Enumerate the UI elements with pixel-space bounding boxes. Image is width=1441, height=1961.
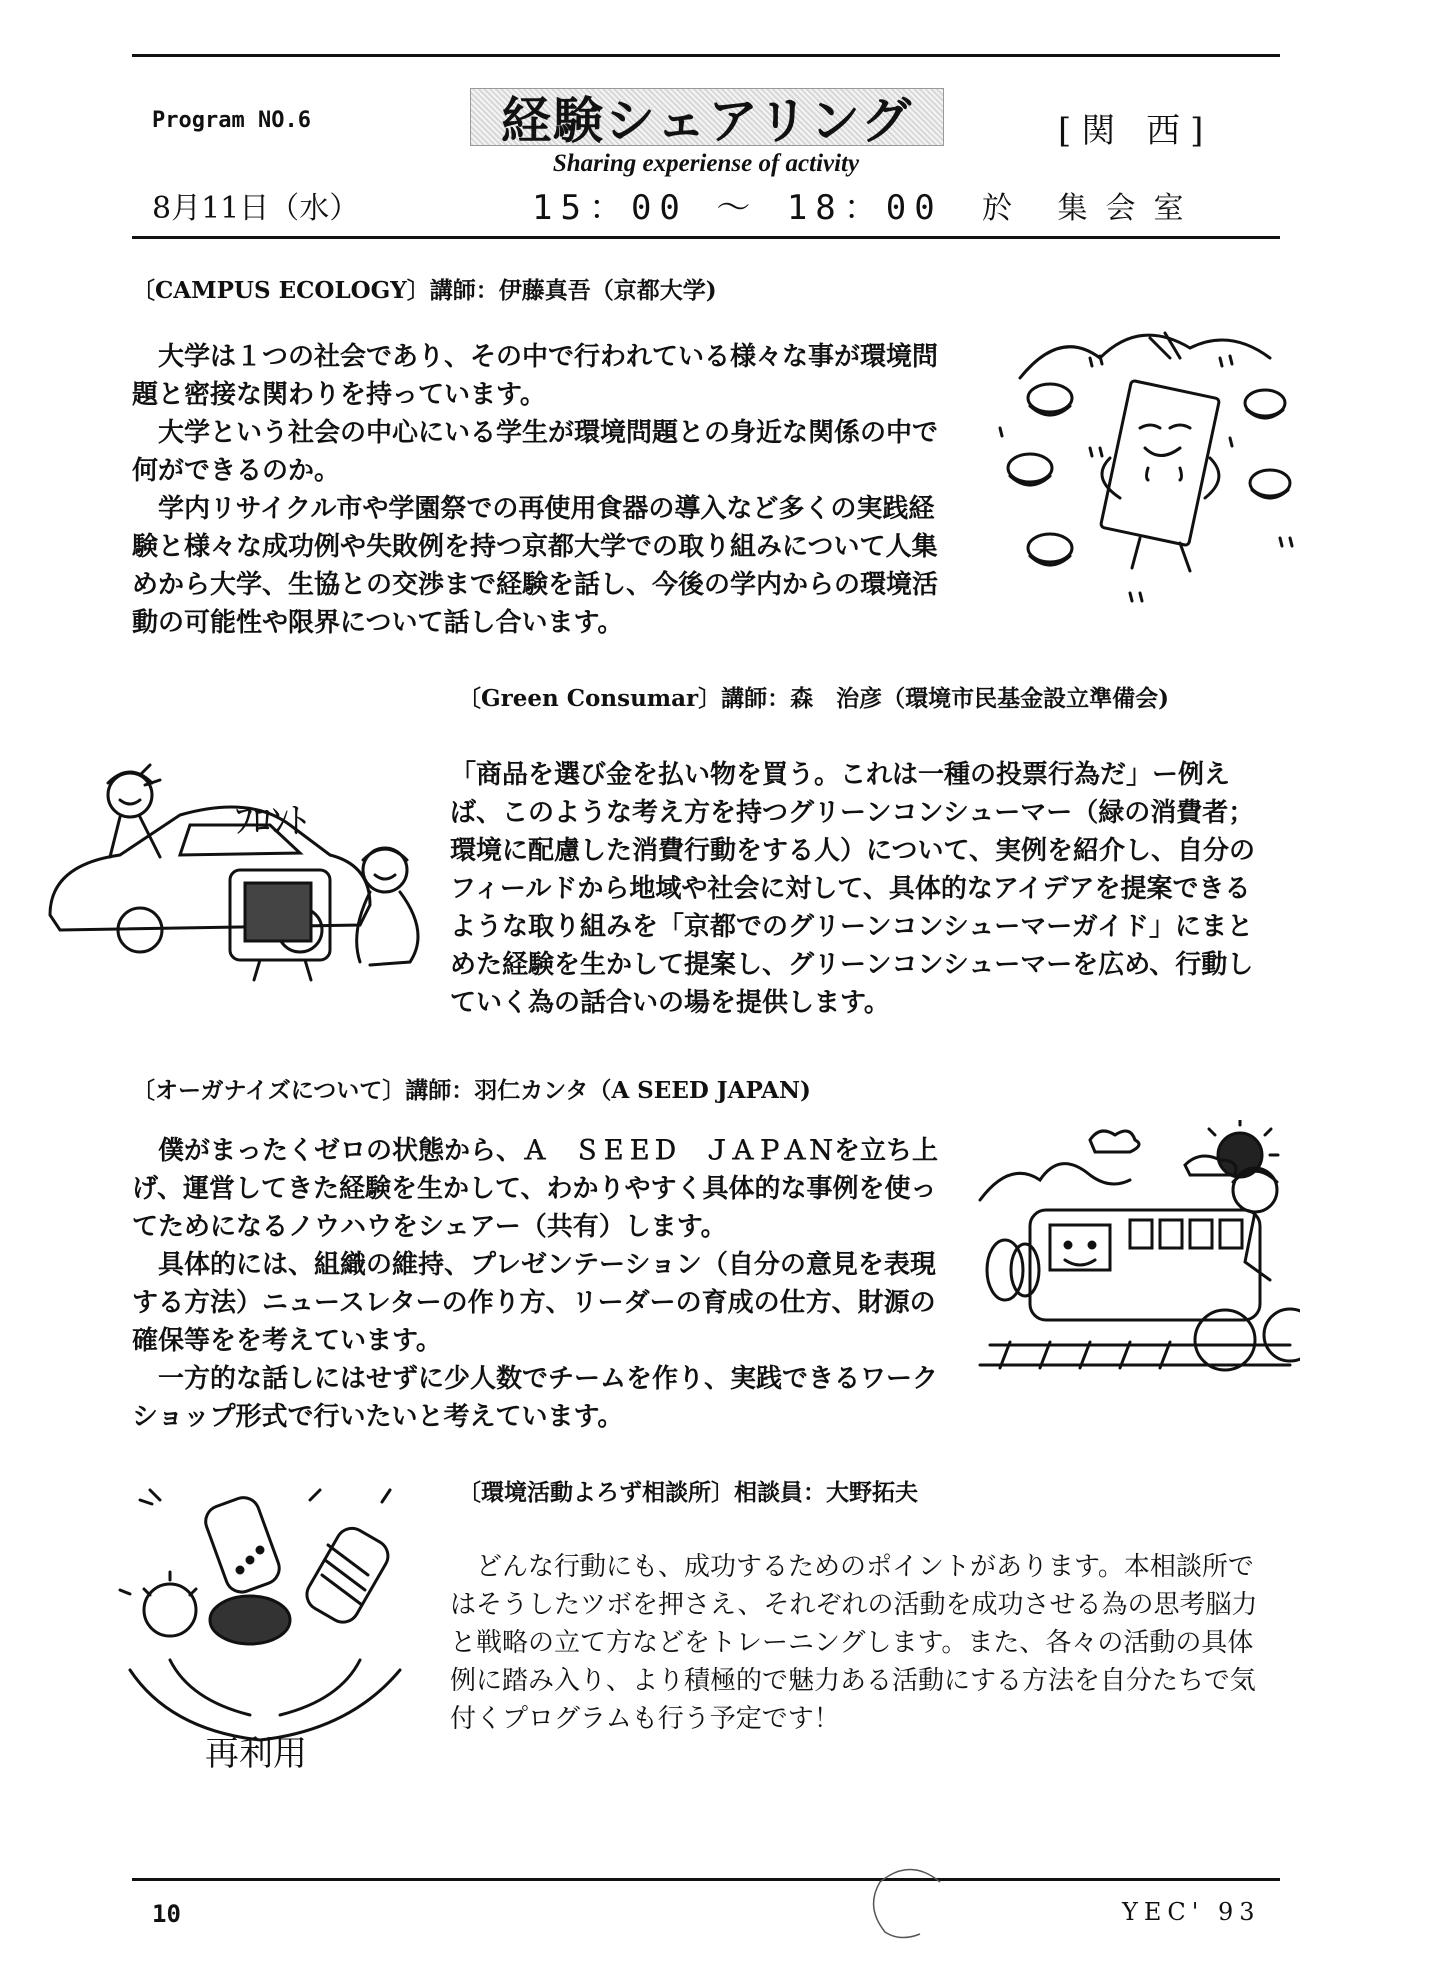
paragraph: 具体的には、組織の維持、プレゼンテーション（自分の意見を表現する方法）ニュースレターの作り方、リーダーの育成の仕方、財源の確保等をを考えています。 xyxy=(132,1250,936,1356)
recycle-label: 再利用 xyxy=(205,1734,307,1770)
recycle-hands-illustration xyxy=(110,1470,420,1770)
section-heading-organize: 〔オーガナイズについて〕講師：羽仁カンタ（A SEED JAPAN) xyxy=(132,1077,811,1104)
section-body-campus-ecology xyxy=(132,338,940,642)
footer-arc-decoration xyxy=(860,1862,960,1942)
region-label: [関 西] xyxy=(1058,111,1214,151)
paragraph: 大学は１つの社会であり、その中で行われている様々な事が環境問題と密接な関わりを持っています。 xyxy=(132,342,939,410)
program-number: Program NO.6 xyxy=(152,108,311,133)
section-body-green-consumer xyxy=(450,756,1270,1022)
section-heading-campus-ecology: 〔CAMPUS ECOLOGY〕講師：伊藤真吾（京都大学) xyxy=(132,277,717,304)
crying-paper-illustration xyxy=(990,318,1300,608)
page-number: 10 xyxy=(152,1900,181,1928)
top-rule xyxy=(132,54,1280,57)
page-title: 経験シェアリング xyxy=(470,88,944,146)
section-body-consultation xyxy=(450,1548,1270,1738)
paragraph: 一方的な話しにはせずに少人数でチームを作り、実践できるワークショップ形式で行いたいと考えています。 xyxy=(132,1364,939,1432)
train-and-cyclist-illustration xyxy=(970,1120,1300,1400)
paragraph: どんな行動にも、成功するためのポイントがあります。本相談所ではそうしたツボを押さえ、それぞれの活動を成功させる為の思考脳力と戦略の立て方などをトレーニングします。また、各々の活動の具体例に踏み入り、より積極的で魅力ある活動にする方法を自分たちで気付くプログラムも行う予定です！ xyxy=(450,1552,1258,1734)
section-heading-consultation: 〔環境活動よろず相談所〕相談員：大野拓夫 xyxy=(458,1479,918,1506)
footer-org: YEC' 93 xyxy=(1122,1898,1261,1926)
event-date: 8月11日（水） xyxy=(152,191,360,226)
paragraph: 学内リサイクル市や学園祭での再使用食器の導入など多くの実践経験と様々な成功例や失敗例を持つ京都大学での取り組みについて人集めから大学、生協との交渉まで経験を話し、今後の学内からの環境活動の可能性や限界について話し合います。 xyxy=(132,494,939,638)
header-rule xyxy=(132,236,1280,239)
paragraph: 大学という社会の中心にいる学生が環境問題との身近な関係の中で何ができるのか。 xyxy=(132,418,939,486)
paragraph: 「商品を選び金を払い物を買う。これは一種の投票行為だ」ー例えば、このような考え方を持つグリーンコンシューマー（緑の消費者；環境に配慮した消費行動をする人）について、実例を紹介し、自分のフィールドから地域や社会に対して、具体的なアイデアを提案できるような取り組みを「京都でのグリーンコンシューマーガイド」にまとめた経験を生かして提案し、グリーンコンシューマーを広め、行動していく為の話合いの場を提供します。 xyxy=(450,760,1255,1018)
car-sign-text: ﾌﾛﾝﾄ xyxy=(235,801,307,842)
footer-rule xyxy=(132,1878,1280,1881)
event-time: 15：00 ～ 18：00 xyxy=(532,188,943,228)
paragraph: 僕がまったくゼロの状態から、Ａ ＳＥＥＤ ＪＡＰＡＮを立ち上げ、運営してきた経験を生かして、わかりやすく具体的な事例を使ってためになるノウハウをシェアー（共有）します。 xyxy=(132,1136,939,1242)
event-venue: 於 集会室 xyxy=(982,191,1202,226)
car-and-tv-illustration xyxy=(30,755,440,995)
section-body-organize xyxy=(132,1132,952,1436)
section-heading-green-consumer: 〔Green Consumar〕講師：森 治彦（環境市民基金設立準備会) xyxy=(458,685,1170,712)
page-subtitle: Sharing experiense of activity xyxy=(552,150,860,177)
